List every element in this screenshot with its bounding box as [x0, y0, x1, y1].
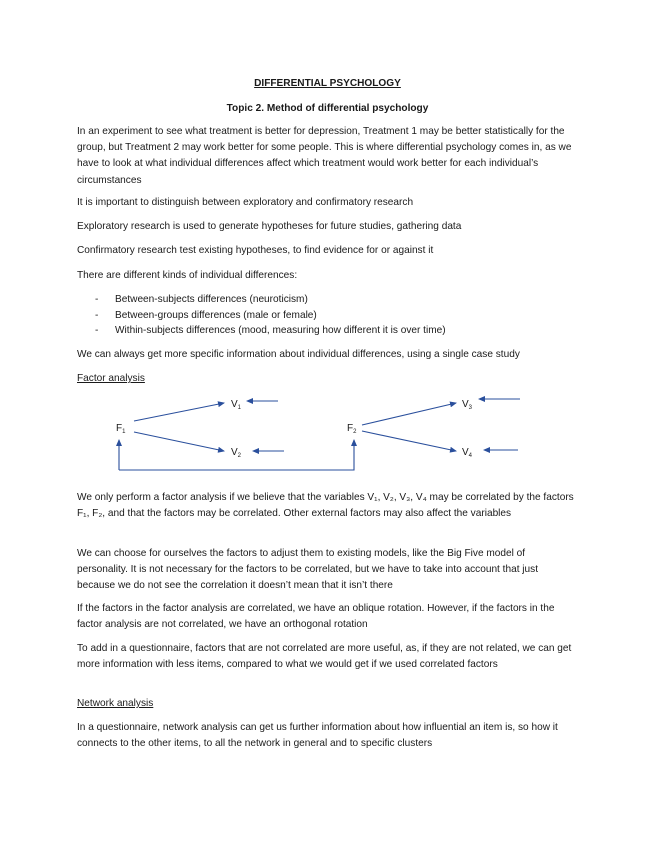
- network-analysis-heading: Network analysis: [77, 698, 154, 709]
- topic-subtitle: Topic 2. Method of differential psychology: [226, 103, 429, 114]
- label-f1: $F_1$: [116, 423, 126, 435]
- intro-paragraph: In an experiment to see what treatment is better for depression, Treatment 1 may be better statistically for the group, but Treatment 2 may work better for some people. This is where differential psychology comes in, as we have to look at what individual differences affect which treatment would work better for each individual’s circumstances: [77, 126, 572, 186]
- arrow-f2-v3: [362, 403, 456, 425]
- paragraph-research-types: It is important to distinguish between exploratory and confirmatory research: [77, 197, 414, 208]
- label-f2: $F_2$: [347, 423, 357, 435]
- paragraph-single-case: We can always get more specific information about individual differences, using a single case study: [77, 349, 520, 360]
- factor-analysis-heading: Factor analysis: [77, 373, 145, 384]
- label-v3: $V_3$: [462, 399, 473, 411]
- paragraph-exploratory: Exploratory research is used to generate hypotheses for future studies, gathering data: [77, 221, 462, 232]
- paragraph-questionnaire-factors: To add in a questionnaire, factors that are not correlated are more useful, as, if they are not related, we can get more information with less items, compared to what we would get if we used correlated factors: [77, 643, 572, 671]
- arrow-f2-v4: [362, 431, 456, 451]
- paragraph-network-analysis: In a questionnaire, network analysis can get us further information about how influential an item is, so how it connects to the other items, to all the network in general and to specific clusters: [77, 722, 558, 750]
- document-title: DIFFERENTIAL PSYCHOLOGY: [254, 78, 401, 89]
- paragraph-differences-intro: There are different kinds of individual differences:: [77, 270, 298, 281]
- list-item: - Within-subjects differences (mood, measuring how different it is over time): [95, 325, 446, 337]
- label-v2: $V_2$: [231, 447, 242, 459]
- paragraph-rotation: If the factors in the factor analysis are correlated, we have an oblique rotation. However, if the factors in the factor analysis are not correlated, we have an orthogonal rotation: [77, 603, 555, 631]
- paragraph-factor-analysis: We only perform a factor analysis if we believe that the variables V₁, V₂, V₃, V₄ may be correlated by the factors F₁, F₂, and that the factors may be correlated. Other external factors may also affect the variables: [77, 492, 574, 520]
- list-item: - Between-subjects differences (neuroticism): [95, 294, 308, 305]
- list-item: - Between-groups differences (male or female): [95, 309, 317, 321]
- label-v1: $V_1$: [231, 399, 242, 411]
- paragraph-choose-factors: We can choose for ourselves the factors to adjust them to existing models, like the Big Five model of personality. It is not necessary for the factors to be correlated, but we have to take into account that just because we do not see the correlation it doesn’t mean that it isn’t there: [77, 548, 539, 592]
- arrow-f1-v1: [134, 403, 224, 421]
- arrow-f1-v2: [134, 432, 224, 451]
- paragraph-confirmatory: Confirmatory research test existing hypotheses, to find evidence for or against it: [77, 245, 434, 256]
- label-v4: $V_4$: [462, 447, 473, 459]
